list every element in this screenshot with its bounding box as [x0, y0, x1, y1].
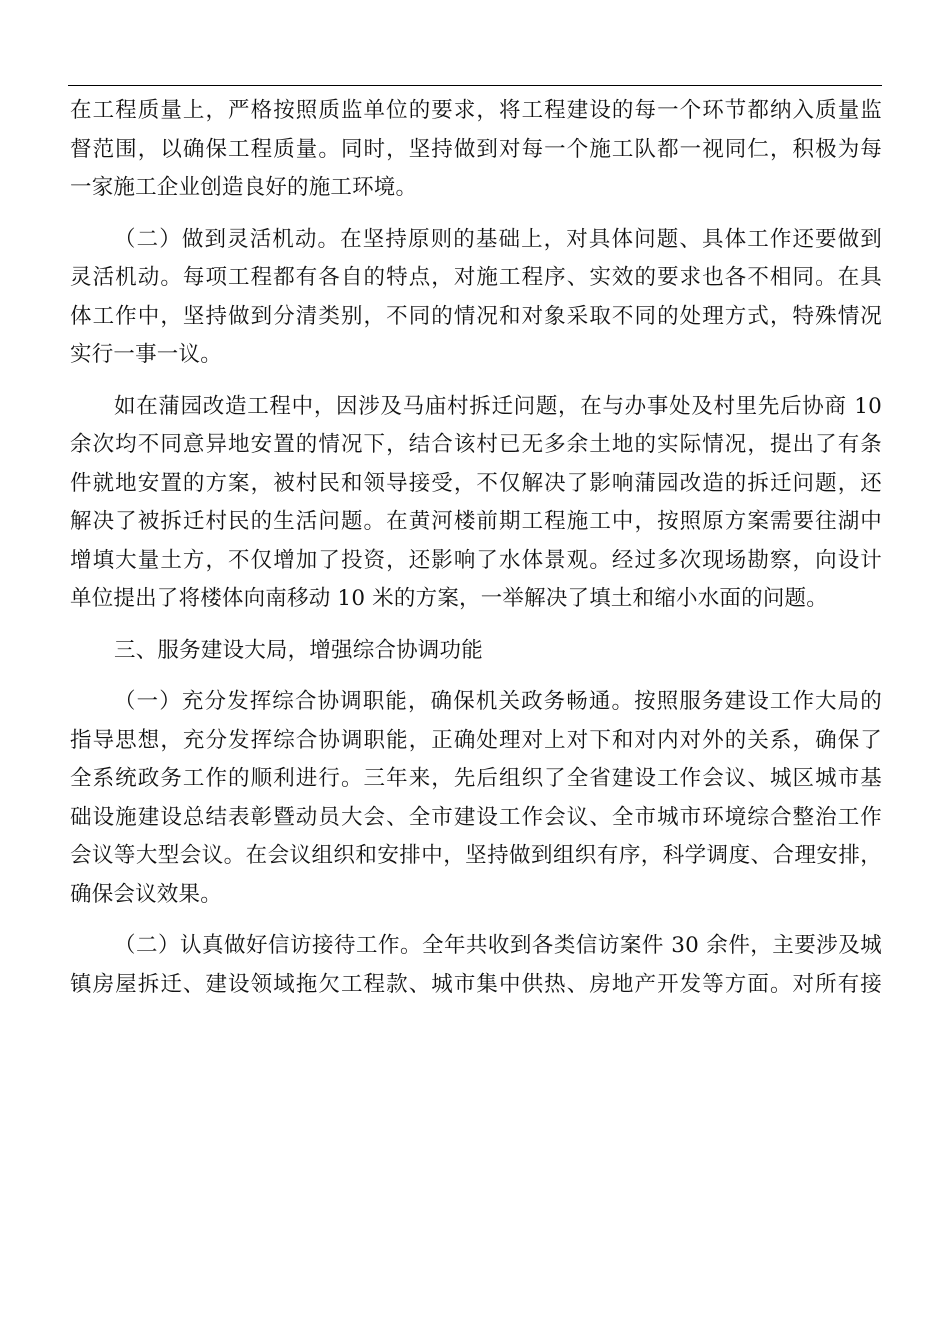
paragraph-petitions [70, 927, 882, 1004]
text-line: 增填大量土方，不仅增加了投资，还影响了水体景观。经过多次现场勘察，向设计 [70, 547, 882, 573]
text-line: 确保会议效果。 [70, 881, 222, 907]
text-line: 镇房屋拆迁、建设领域拖欠工程款、城市集中供热、房地产开发等方面。对所有接 [70, 971, 882, 997]
document-body [70, 92, 882, 1017]
text-line: 全系统政务工作的顺利进行。三年来，先后组织了全省建设工作会议、城区城市基 [70, 766, 882, 791]
section-heading-text: 三、服务建设大局，增强综合协调功能 [114, 637, 483, 663]
text-line: （二）做到灵活机动。在坚持原则的基础上，对具体问题、具体工作还要做到 [114, 226, 882, 252]
text-line: （二）认真做好信访接待工作。全年共收到各类信访案件 30 余件，主要涉及城 [114, 933, 882, 958]
paragraph-coordination [70, 683, 882, 914]
text-line: 灵活机动。每项工程都有各自的特点，对施工程序、实效的要求也各不相同。在具 [70, 265, 882, 290]
paragraph-quality [70, 92, 882, 208]
text-line: 如在蒲园改造工程中，因涉及马庙村拆迁问题，在与办事处及村里先后协商 10 [114, 393, 882, 419]
text-line: 单位提出了将楼体向南移动 10 米的方案，一举解决了填土和缩小水面的问题。 [70, 586, 828, 611]
text-line: 督范围，以确保工程质量。同时，坚持做到对每一个施工队都一视同仁，积极为每 [70, 136, 882, 162]
section-heading [70, 632, 882, 671]
text-line: 实行一事一议。 [70, 342, 222, 367]
text-line: 础设施建设总结表彰暨动员大会、全市建设工作会议、全市城市环境综合整治工作 [70, 804, 882, 830]
text-line: 件就地安置的方案，被村民和领导接受，不仅解决了影响蒲园改造的拆迁问题，还 [70, 470, 882, 496]
text-line: 解决了被拆迁村民的生活问题。在黄河楼前期工程施工中，按照原方案需要往湖中 [70, 509, 882, 534]
text-line: 在工程质量上，严格按照质监单位的要求，将工程建设的每一个环节都纳入质量监 [70, 98, 882, 123]
text-line: 会议等大型会议。在会议组织和安排中，坚持做到组织有序，科学调度、合理安排， [70, 843, 882, 868]
text-line: （一）充分发挥综合协调职能，确保机关政务畅通。按照服务建设工作大局的 [114, 689, 882, 714]
header-rule [68, 85, 882, 86]
text-line: 体工作中，坚持做到分清类别，不同的情况和对象采取不同的处理方式，特殊情况 [70, 303, 882, 329]
paragraph-puyuan-example [70, 388, 882, 619]
text-line: 余次均不同意异地安置的情况下，结合该村已无多余土地的实际情况，提出了有条 [70, 432, 882, 457]
text-line: 一家施工企业创造良好的施工环境。 [70, 175, 418, 200]
paragraph-flexibility [70, 221, 882, 375]
text-line: 指导思想，充分发挥综合协调职能，正确处理对上对下和对内对外的关系，确保了 [70, 727, 882, 753]
